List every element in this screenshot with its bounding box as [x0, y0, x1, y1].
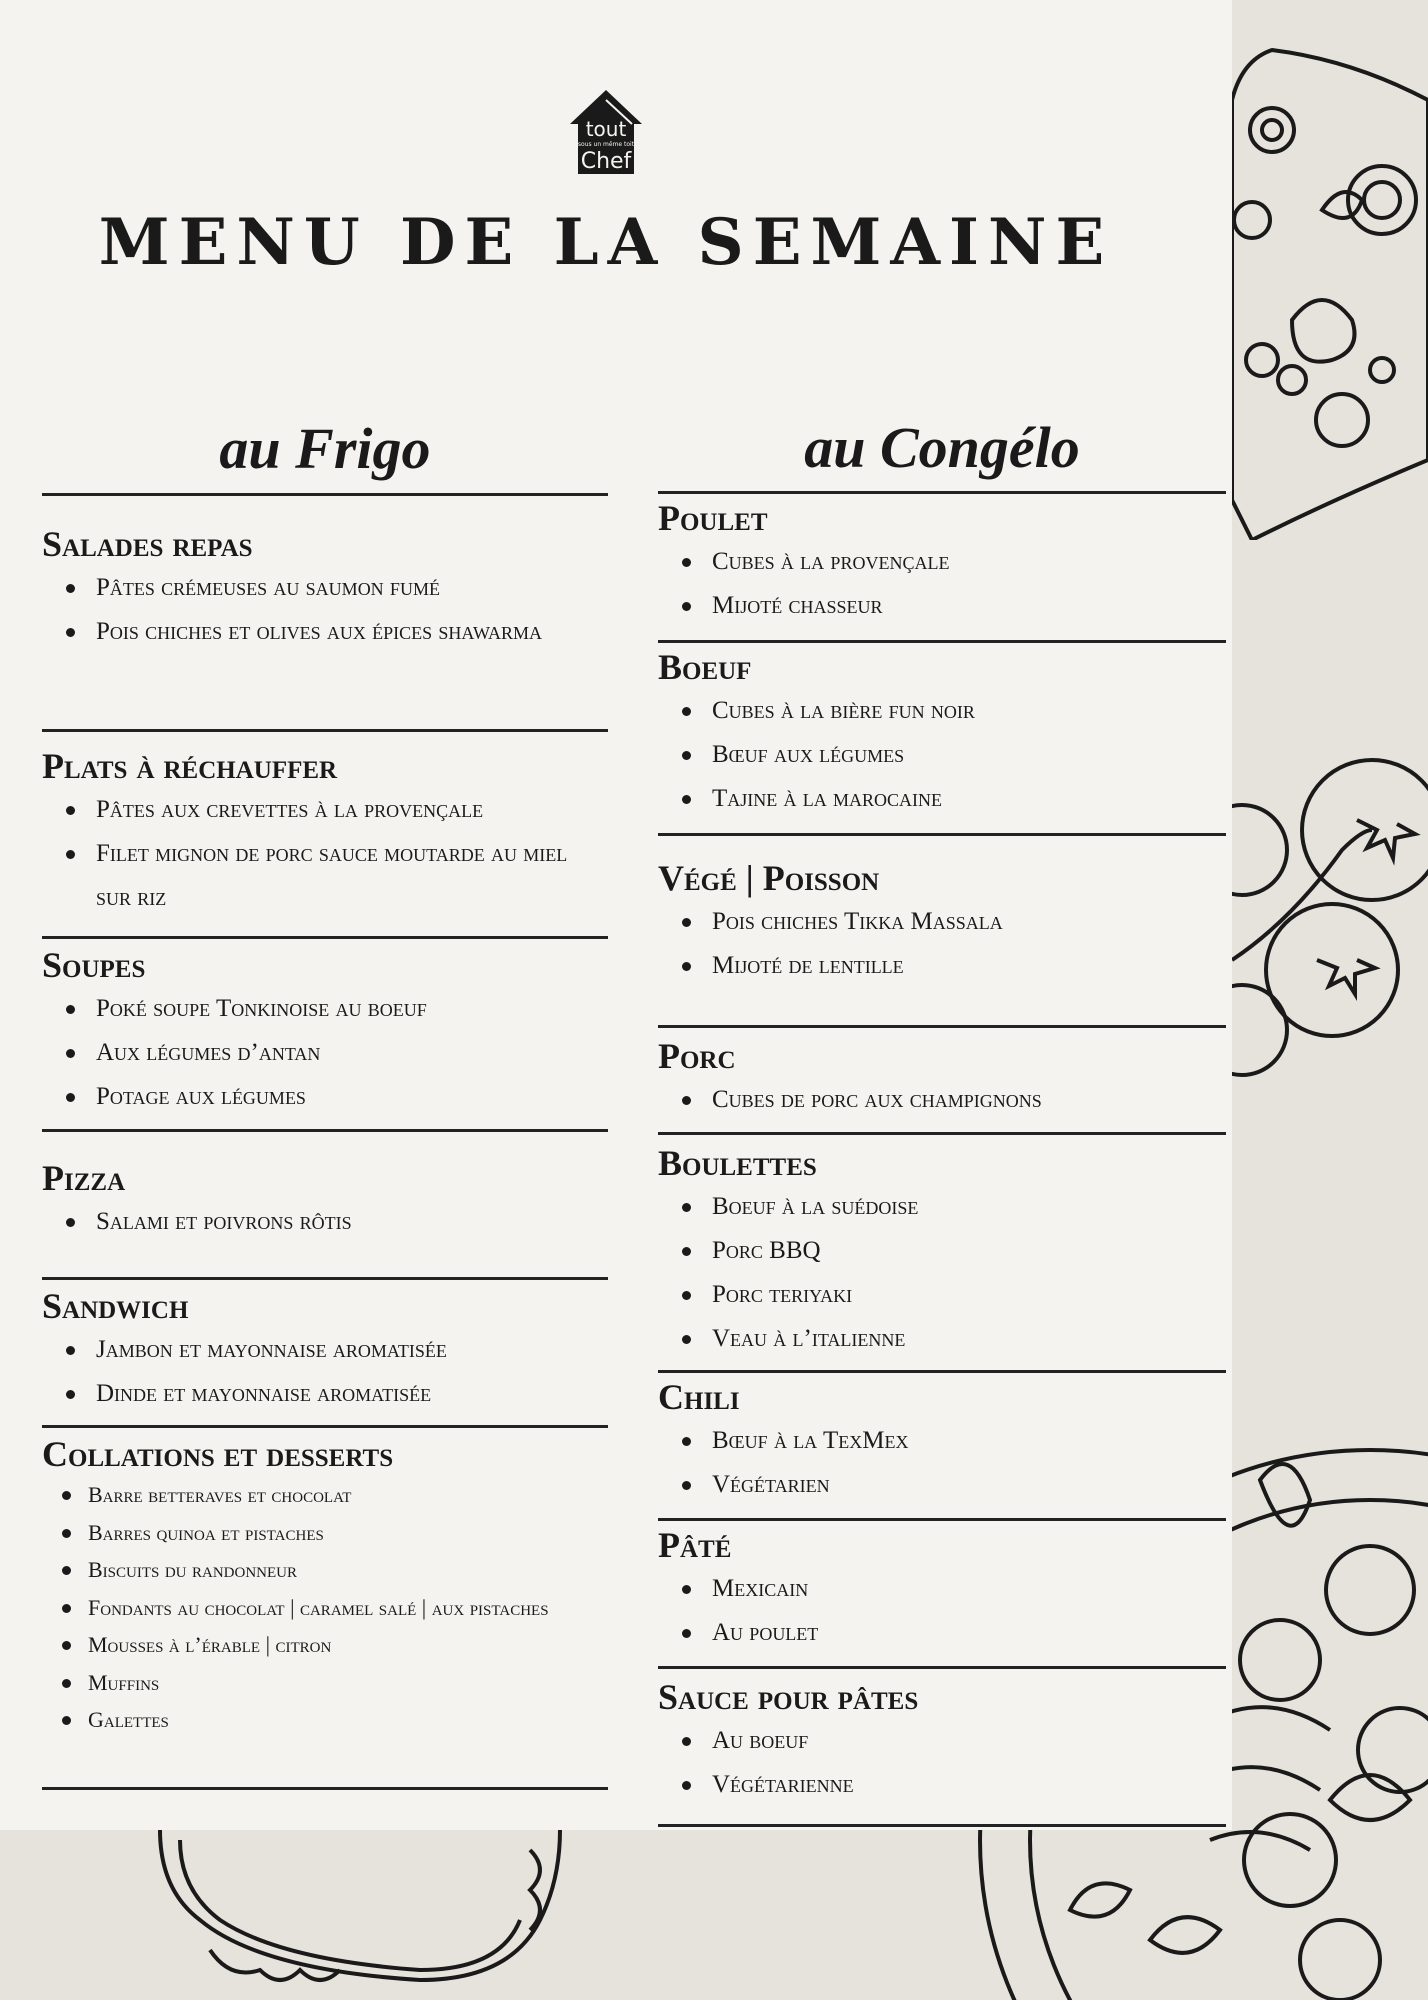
list-item: Barres quinoa et pistaches [88, 1514, 608, 1552]
section-title: Boeuf [658, 647, 752, 687]
list-item: Cubes à la bière fun noir [712, 689, 1226, 733]
list-item: Cubes de porc aux champignons [712, 1078, 1226, 1122]
page-title: MENU DE LA SEMAINE [98, 205, 1114, 280]
list-item: Jambon et mayonnaise aromatisée [96, 1328, 608, 1372]
list-item: Galettes [88, 1701, 608, 1739]
section-poulet [658, 494, 1226, 643]
section-vege-poisson [658, 836, 1226, 1028]
section-boulettes [658, 1135, 1226, 1373]
list-item: Mijoté chasseur [712, 584, 1226, 628]
section-title: Poulet [658, 498, 768, 538]
section-sandwich [42, 1280, 608, 1428]
congelo-heading: au Congélo [658, 405, 1226, 494]
section-pizza [42, 1132, 608, 1280]
logo-text-chef: Chef [580, 149, 632, 174]
list-item: Veau à l’italienne [712, 1317, 1226, 1361]
list-item: Bœuf aux légumes [712, 733, 1226, 777]
list-item: Tajine à la marocaine [712, 777, 1226, 821]
list-item: Pâtes crémeuses au saumon fumé [96, 566, 608, 610]
pizza-slice-illustration [1232, 40, 1428, 540]
list-item: Pois chiches et olives aux épices shawarma [96, 610, 608, 654]
list-item: Fondants au chocolat | caramel salé | aux pistaches [88, 1589, 608, 1627]
section-title: Plats à réchauffer [42, 746, 338, 786]
section-title: Boulettes [658, 1143, 817, 1183]
sandwich-illustration [150, 1830, 570, 2000]
list-item: Dinde et mayonnaise aromatisée [96, 1372, 608, 1416]
list-item: Filet mignon de porc sauce moutarde au miel sur riz [96, 832, 608, 920]
logo-text-tagline: sous un même toit [577, 141, 635, 148]
list-item: Porc teriyaki [712, 1273, 1226, 1317]
tout-chef-logo [568, 88, 644, 176]
house-logo-icon [568, 88, 644, 176]
section-chili [658, 1373, 1226, 1521]
section-title: Soupes [42, 945, 146, 985]
section-title: Végé | Poisson [658, 858, 880, 898]
list-item: Pâtes aux crevettes à la provençale [96, 788, 608, 832]
list-item: Porc BBQ [712, 1229, 1226, 1273]
section-title: Pâté [658, 1525, 732, 1565]
list-item: Végétarien [712, 1463, 1226, 1507]
frigo-heading: au Frigo [42, 405, 608, 496]
list-item: Cubes à la provençale [712, 540, 1226, 584]
section-title: Collations et desserts [42, 1434, 394, 1474]
list-item: Aux légumes d’antan [96, 1031, 608, 1075]
logo-text-tout: tout [585, 117, 627, 141]
list-item: Poké soupe Tonkinoise au boeuf [96, 987, 608, 1031]
list-item: Mijoté de lentille [712, 944, 1226, 988]
list-item: Pois chiches Tikka Massala [712, 900, 1226, 944]
list-item: Muffins [88, 1664, 608, 1702]
section-title: Pizza [42, 1158, 126, 1198]
frigo-column [42, 405, 608, 1790]
section-plats-a-rechauffer [42, 732, 608, 939]
tomato-vine-illustration [1232, 750, 1428, 1110]
section-soupes [42, 939, 608, 1132]
list-item: Au poulet [712, 1611, 1226, 1655]
section-collations-et-desserts [42, 1428, 608, 1790]
congelo-column [658, 405, 1226, 1827]
list-item: Barre betteraves et chocolat [88, 1476, 608, 1514]
section-porc [658, 1028, 1226, 1135]
section-title: Chili [658, 1377, 740, 1417]
section-title: Sandwich [42, 1286, 189, 1326]
list-item: Bœuf à la TexMex [712, 1419, 1226, 1463]
list-item: Au boeuf [712, 1719, 1226, 1763]
section-sauce-pour-pates [658, 1669, 1226, 1827]
section-title: Sauce pour pâtes [658, 1677, 919, 1717]
list-item: Mexicain [712, 1567, 1226, 1611]
list-item: Potage aux légumes [96, 1075, 608, 1119]
list-item: Végétarienne [712, 1763, 1226, 1807]
section-title: Porc [658, 1036, 736, 1076]
section-boeuf [658, 643, 1226, 836]
section-title: Salades repas [42, 524, 253, 564]
section-salades-repas [42, 496, 608, 732]
list-item: Mousses à l’érable | citron [88, 1626, 608, 1664]
list-item: Salami et poivrons rôtis [96, 1200, 608, 1244]
list-item: Boeuf à la suédoise [712, 1185, 1226, 1229]
list-item: Biscuits du randonneur [88, 1551, 608, 1589]
section-pate [658, 1521, 1226, 1669]
